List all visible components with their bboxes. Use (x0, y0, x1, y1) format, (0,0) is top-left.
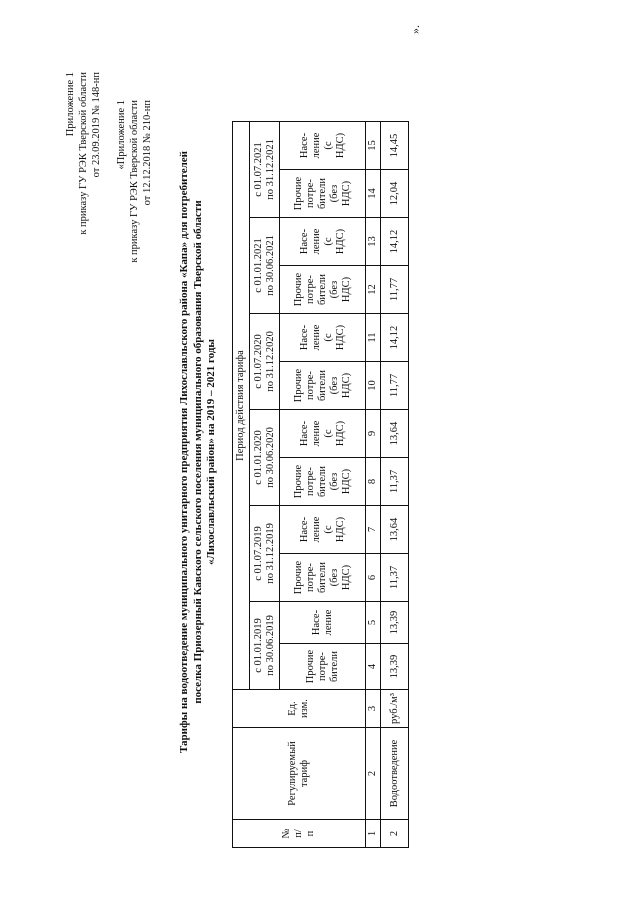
tariff-value: 13,64 (381, 410, 409, 458)
tariff-value: 14,45 (381, 122, 409, 170)
column-number-row (366, 122, 381, 848)
column-number: 6 (366, 554, 381, 602)
annex-current-line1: Приложение 1 (65, 72, 76, 137)
subheader-other-consumers: Прочие потре- бители (без НДС) (280, 362, 366, 410)
column-number: 13 (366, 218, 381, 266)
header-period: Период действия тарифа (233, 122, 250, 690)
subheader-population: Насе- ление (с НДС) (280, 218, 366, 266)
period-header: с 01.07.2020 по 31.12.2020 (250, 314, 280, 410)
period-header: с 01.07.2021 по 31.12.2021 (250, 122, 280, 218)
annex-previous-line3: от 12.12.2018 № 210-нп (142, 100, 153, 206)
column-number: 2 (366, 728, 381, 820)
subheader-population: Насе- ление (280, 602, 366, 644)
tariff-value: 14,12 (381, 218, 409, 266)
period-header: с 01.01.2020 по 30.06.2020 (250, 410, 280, 506)
tariff-value: 13,39 (381, 602, 409, 644)
document-title (178, 0, 219, 904)
column-number: 11 (366, 314, 381, 362)
column-number: 7 (366, 506, 381, 554)
closing-quote-mark: ». (408, 25, 422, 34)
period-header: с 01.01.2021 по 30.06.2021 (250, 218, 280, 314)
tariff-value: 11,77 (381, 362, 409, 410)
column-number: 15 (366, 122, 381, 170)
column-number: 4 (366, 644, 381, 690)
title-line2: поселка Приозерный Кавского сельского поселения муниципального образования Тверской области (191, 200, 204, 704)
subheader-population: Насе- ление (с НДС) (280, 122, 366, 170)
annex-current-line3: от 23.09.2019 № 148-нп (91, 72, 102, 178)
subheader-other-consumers: Прочие потре- бители (без НДС) (280, 554, 366, 602)
tariff-value: 13,64 (381, 506, 409, 554)
subheader-other-consumers: Прочие потре- бители (без НДС) (280, 266, 366, 314)
column-number: 8 (366, 458, 381, 506)
annex-previous-line1: «Приложение 1 (116, 100, 127, 170)
header-tariff: Регулируемый тариф (233, 728, 366, 820)
row-unit: руб./м³ (381, 690, 409, 728)
column-number: 10 (366, 362, 381, 410)
title-line1: Тарифы на водоотведение муниципального унитарного предприятия Лихославльского района «Капа» для потребителей (178, 150, 190, 754)
annex-current-line2: к приказу ГУ РЭК Тверской области (78, 72, 89, 235)
tariff-value: 13,39 (381, 644, 409, 690)
title-line3: «Лихославльский район» на 2019 – 2021 годы (205, 338, 217, 566)
subheader-other-consumers: Прочие потре- бители (без НДС) (280, 170, 366, 218)
column-number: 3 (366, 690, 381, 728)
table-row (381, 122, 409, 848)
column-number: 12 (366, 266, 381, 314)
annex-current (64, 72, 103, 235)
period-header: с 01.01.2019 по 30.06.2019 (250, 602, 280, 690)
column-number: 9 (366, 410, 381, 458)
column-number: 1 (366, 820, 381, 848)
tariff-value: 11,77 (381, 266, 409, 314)
tariff-value: 11,37 (381, 458, 409, 506)
row-number: 2 (381, 820, 409, 848)
column-number: 14 (366, 170, 381, 218)
period-header: с 01.07.2019 по 31.12.2019 (250, 506, 280, 602)
row-tariff: Водоотведение (381, 728, 409, 820)
column-number: 5 (366, 602, 381, 644)
subheader-population: Насе- ление (с НДС) (280, 410, 366, 458)
subheader-population: Насе- ление (с НДС) (280, 506, 366, 554)
annex-previous (115, 100, 154, 263)
subheader-other-consumers: Прочие потре- бители (280, 644, 366, 690)
subheader-population: Насе- ление (с НДС) (280, 314, 366, 362)
tariff-value: 11,37 (381, 554, 409, 602)
header-number: № п/ п (233, 820, 366, 848)
annex-previous-line2: к приказу ГУ РЭК Тверской области (129, 100, 140, 263)
tariff-table (232, 121, 409, 848)
header-unit: Ед. изм. (233, 690, 366, 728)
tariff-value: 12,04 (381, 170, 409, 218)
subheader-other-consumers: Прочие потре- бители (без НДС) (280, 458, 366, 506)
tariff-value: 14,12 (381, 314, 409, 362)
